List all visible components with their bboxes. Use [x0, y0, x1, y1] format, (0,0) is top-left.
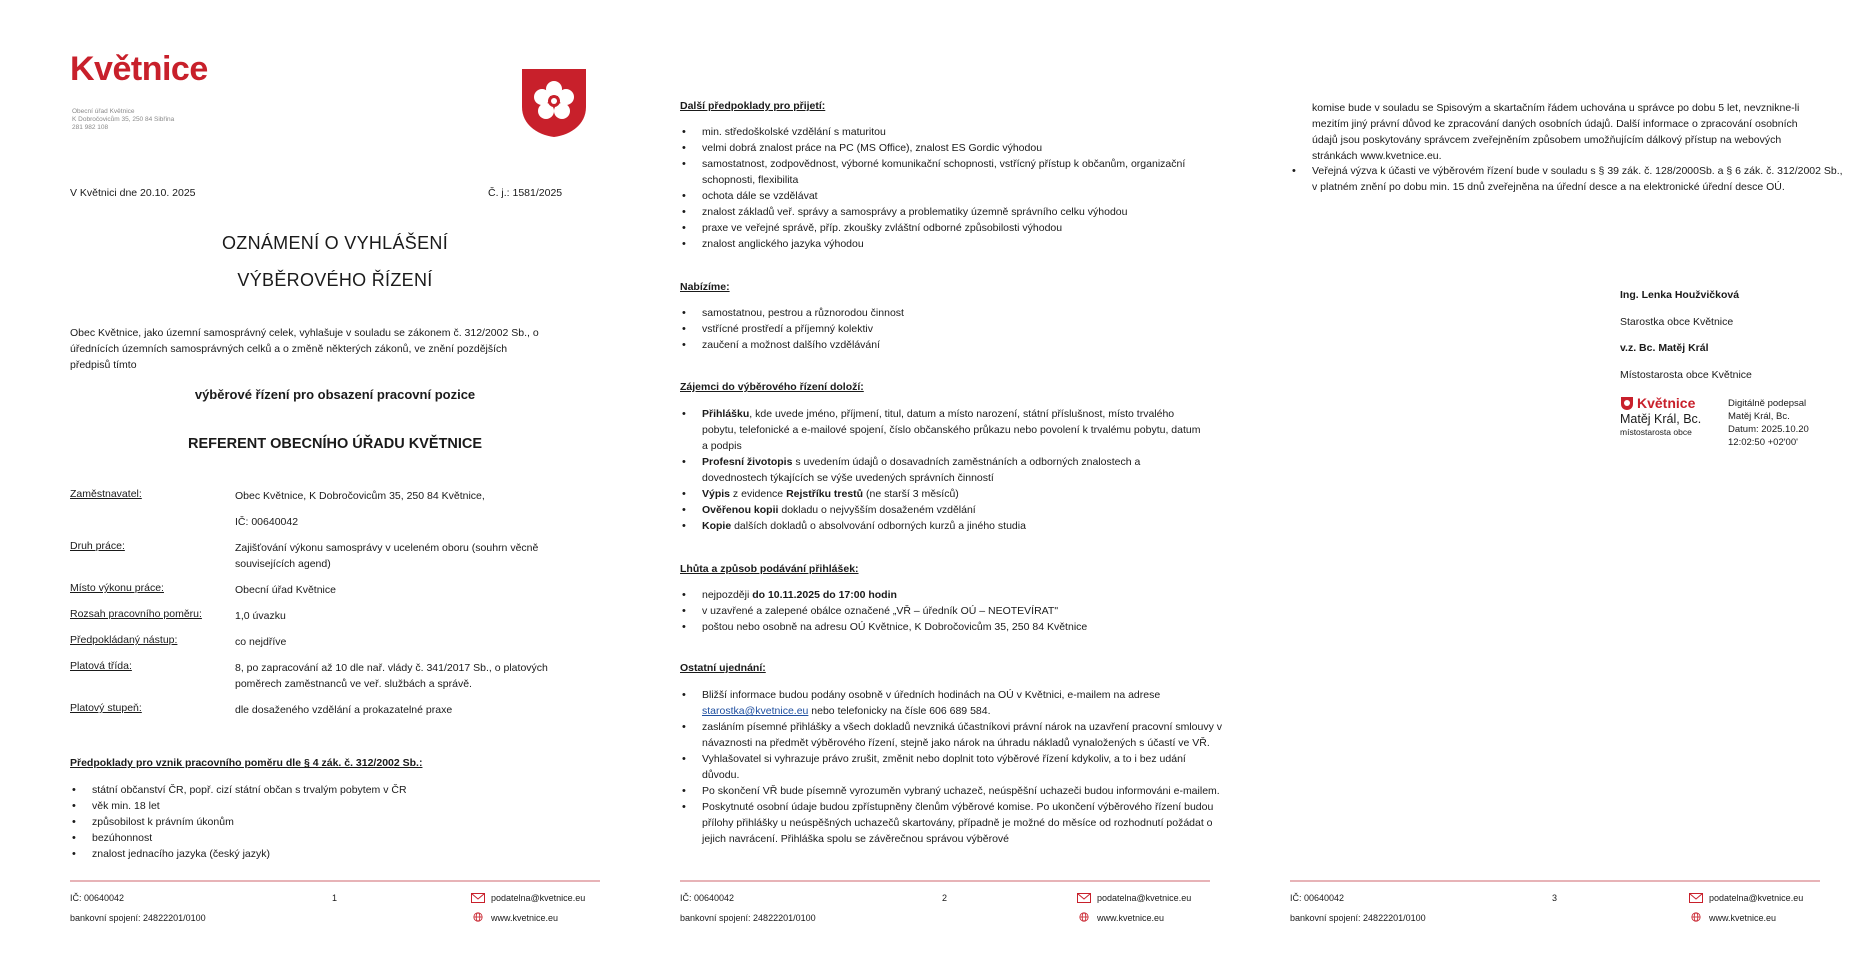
footer-web[interactable]: www.kvetnice.eu	[491, 913, 559, 923]
footer-divider	[70, 880, 600, 882]
list-item: • znalost základů veř. správy a samosprávy a problematiky územně správního celku výhodou	[702, 204, 1227, 220]
page-number: 2	[942, 893, 948, 903]
footer-divider	[1290, 880, 1820, 882]
page-3	[1290, 0, 1843, 953]
list-item: • znalost anglického jazyka výhodou	[702, 236, 1227, 252]
footer-bank: bankovní spojení: 24822201/0100	[70, 913, 206, 923]
mail-icon	[1077, 893, 1091, 903]
list-item: • nejpozději do 10.11.2025 do 17:00 hodin	[702, 587, 1227, 603]
continued-paragraph: komise bude v souladu se Spisovým a skartačním řádem uchována u správce po dobu 5 let, nevznikne-li mezitím jiný právní důvod ke zpracování daných osobních údajů. Další informace o zpracování osobních údajů jsou poskytovány správcem zveřejněním způsobem umožňujícím dálkový přístup na webových stránkách www.kvetnice.eu.	[1312, 102, 1800, 162]
signatory-1-name: Ing. Lenka Houžvičková	[1620, 289, 1740, 301]
list-item: • min. středoškolské vzdělání s maturitou	[702, 124, 1227, 140]
list-item: • Profesní životopis s uvedením údajů o dosavadních zaměstnáních a odborných znalostech a dovednostech týkajících se výše uvedených správních činností	[702, 454, 1202, 486]
footer-email[interactable]: podatelna@kvetnice.eu	[491, 893, 586, 903]
coat-of-arms-icon	[1620, 396, 1634, 411]
offer-list	[680, 305, 1227, 353]
list-item: • v uzavřené a zalepené obálce označené „VŘ – úředník OÚ – NEOTEVÍRAT"	[702, 603, 1227, 619]
position-title: REFERENT OBECNÍHO ÚŘADU KVĚTNICE	[187, 436, 483, 452]
list-item: • samostatnou, pestrou a různorodou činnost	[702, 305, 1227, 321]
footer-web[interactable]: www.kvetnice.eu	[1097, 913, 1165, 923]
list-item: • zaučení a možnost dalšího vzdělávání	[702, 337, 1227, 353]
section-heading: Další předpoklady pro přijetí:	[680, 100, 826, 112]
section-heading: Ostatní ujednání:	[680, 662, 766, 674]
page-number: 3	[1552, 893, 1558, 903]
prerequisites-list	[680, 124, 1227, 252]
list-item: • vstřícné prostředí a příjemný kolektiv	[702, 321, 1227, 337]
list-item: • poštou nebo osobně na adresu OÚ Květnice, K Dobročovicům 35, 250 84 Květnice	[702, 619, 1227, 635]
logo-text: Květnice	[70, 50, 208, 88]
doc-title-line1: OZNÁMENÍ O VYHLÁŠENÍ	[221, 233, 449, 253]
other-terms-list	[680, 687, 1222, 847]
globe-icon	[1689, 912, 1703, 922]
list-item: • státní občanství ČR, popř. cizí státní občan s trvalým pobytem v ČR	[92, 782, 602, 798]
list-item: • zasláním písemné přihlášky a všech dokladů nevzniká účastníkovi právní nárok na uzavření pracovní smlouvy v návaznosti na předmět výběrového řízení, stejně jako nárok na úhradu nákladů vynaložených s účastí ve VŘ.	[702, 719, 1222, 751]
section-heading: Zájemci do výběrového řízení doloží:	[680, 381, 864, 393]
list-item: • ochota dále se vzdělávat	[702, 188, 1227, 204]
footer-bank: bankovní spojení: 24822201/0100	[680, 913, 816, 923]
documents-list	[680, 406, 1202, 534]
list-item: • praxe ve veřejné správě, příp. zkoušky zvláštní odborné způsobilosti výhodou	[702, 220, 1227, 236]
submission-list	[680, 587, 1227, 635]
list-item: • Přihlášku, kde uvede jméno, příjmení, titul, datum a místo narození, státní příslušnost, místo trvalého pobytu, telefonické a e-mailové spojení, číslo občanského průkazu nebo povolení k trvalému pobytu, datum a podpis	[702, 406, 1202, 454]
stamp-name: Matěj Král, Bc.	[1620, 412, 1702, 426]
list-item: • Bližší informace budou podány osobně v úředních hodinách na OÚ v Květnici, e-mailem na adrese starostka@kvetnice.eu nebo telefonicky na čísle 606 689 584.	[702, 687, 1222, 719]
footer-ico: IČ: 00640042	[680, 893, 735, 903]
office-address: Obecní úřad Květnice K Dobročovicům 35, 250 84 Sibřina 281 982 108	[72, 108, 175, 131]
signature-stamp	[1620, 395, 1715, 437]
notice-list	[1290, 163, 1844, 195]
doc-title-line2: VÝBĚROVÉHO ŘÍZENÍ	[237, 270, 433, 290]
list-item: • samostatnost, zodpovědnost, výborné komunikační schopnosti, vstřícný přístup k občanům, organizační schopnosti, flexibilita	[702, 156, 1227, 188]
list-item: • věk min. 18 let	[92, 798, 602, 814]
list-item: • Ověřenou kopii dokladu o nejvyšším dosaženém vzdělání	[702, 502, 1202, 518]
mail-icon	[1689, 893, 1703, 903]
list-item: • Kopie dalších dokladů o absolvování odborných kurzů a jiného studia	[702, 518, 1202, 534]
signatory-2-name: v.z. Bc. Matěj Král	[1620, 342, 1709, 354]
list-item: • bezúhonnost	[92, 830, 602, 846]
reference-number: Č. j.: 1581/2025	[488, 187, 563, 199]
list-item: • Poskytnuté osobní údaje budou zpřístupněny členům výběrové komise. Po ukončení výběrového řízení budou přílohy přihlášky u neúspěšných uchazečů skartovány, případně je možné do měsíce od rozhodnutí požádat o jejich navrácení. Přihláška spolu se závěrečnou správou výběrové	[702, 799, 1222, 847]
list-item: • velmi dobrá znalost práce na PC (MS Office), znalost ES Gordic výhodou	[702, 140, 1227, 156]
list-item: • Vyhlašovatel si vyhrazuje právo zrušit, změnit nebo doplnit toto výběrové řízení kdykoliv, a to i bez udání důvodu.	[702, 751, 1222, 783]
footer-ico: IČ: 00640042	[1290, 893, 1345, 903]
list-item: • znalost jednacího jazyka (český jazyk)	[92, 846, 602, 862]
page-number: 1	[332, 893, 338, 903]
globe-icon	[471, 912, 485, 922]
footer-ico: IČ: 00640042	[70, 893, 125, 903]
coat-of-arms-icon	[520, 67, 588, 139]
globe-icon	[1077, 912, 1091, 922]
details-table: Zaměstnavatel: Obec Květnice, K Dobročovicům 35, 250 84 Květnice, IČ: 00640042 Druh práce: Zajišťování výkonu samosprávy v uceleném oboru (souhrn věcně souvisejících agend) Místo výkonu práce: Obecní úřad Květnice Rozsah pracovního poměru: 1,0 úvazku Předpokládaný nástup: co nejdříve Platová třída: 8, po zapracování až 10 dle nař. vlády č. 341/2017 Sb., o platových poměrech zaměstnanců ve veř. službách a správě. Platový stupeň: dle dosaženého vzdělání a prokazatelné praxe	[70, 488, 548, 716]
list-item: • Po skončení VŘ bude písemně vyrozuměn vybraný uchazeč, neúspěšní uchazeči budou informováni e-mailem.	[702, 783, 1222, 799]
list-item: • způsobilost k právním úkonům	[92, 814, 602, 830]
requirements-heading: Předpoklady pro vznik pracovního poměru dle § 4 zák. č. 312/2002 Sb.:	[70, 757, 423, 769]
intro-paragraph: Obec Květnice, jako územní samosprávný celek, vyhlašuje v souladu se zákonem č. 312/2002 Sb., o úřednících územních samosprávných celků a o změně některých zákonů, ve znění pozdějších předpisů tímto	[70, 327, 539, 371]
footer-web[interactable]: www.kvetnice.eu	[1709, 913, 1777, 923]
stamp-logo-text: Květnice	[1637, 395, 1696, 411]
page-1	[70, 0, 600, 953]
subtitle: výběrové řízení pro obsazení pracovní pozice	[194, 387, 476, 402]
list-item: • Výpis z evidence Rejstříku trestů (ne starší 3 měsíců)	[702, 486, 1202, 502]
footer-bank: bankovní spojení: 24822201/0100	[1290, 913, 1426, 923]
footer-email[interactable]: podatelna@kvetnice.eu	[1097, 893, 1192, 903]
stamp-role: místostarosta obce	[1620, 427, 1692, 437]
date-line: V Květnici dne 20.10. 2025	[70, 187, 196, 199]
email-link[interactable]: starostka@kvetnice.eu	[702, 705, 809, 717]
digital-signature-info: Digitálně podepsal Matěj Král, Bc. Datum: 2025.10.20 12:02:50 +02'00'	[1728, 398, 1809, 448]
list-item: • Veřejná výzva k účasti ve výběrovém řízení bude v souladu s § 39 zák. č. 128/2000Sb. a § 6 zák. č. 312/2002 Sb., v platném znění po dobu min. 15 dnů zveřejněna na úřední desce a na elektronické úřední desce OÚ.	[1312, 163, 1844, 195]
signatory-2-role: Místostarosta obce Květnice	[1620, 369, 1752, 381]
signatory-1-role: Starostka obce Květnice	[1620, 316, 1734, 328]
section-heading: Nabízíme:	[680, 281, 730, 293]
mail-icon	[471, 893, 485, 903]
requirements-list	[70, 782, 602, 862]
section-heading: Lhůta a způsob podávání přihlášek:	[680, 563, 859, 575]
footer-divider	[680, 880, 1210, 882]
footer-email[interactable]: podatelna@kvetnice.eu	[1709, 893, 1804, 903]
page-2	[680, 0, 1225, 953]
